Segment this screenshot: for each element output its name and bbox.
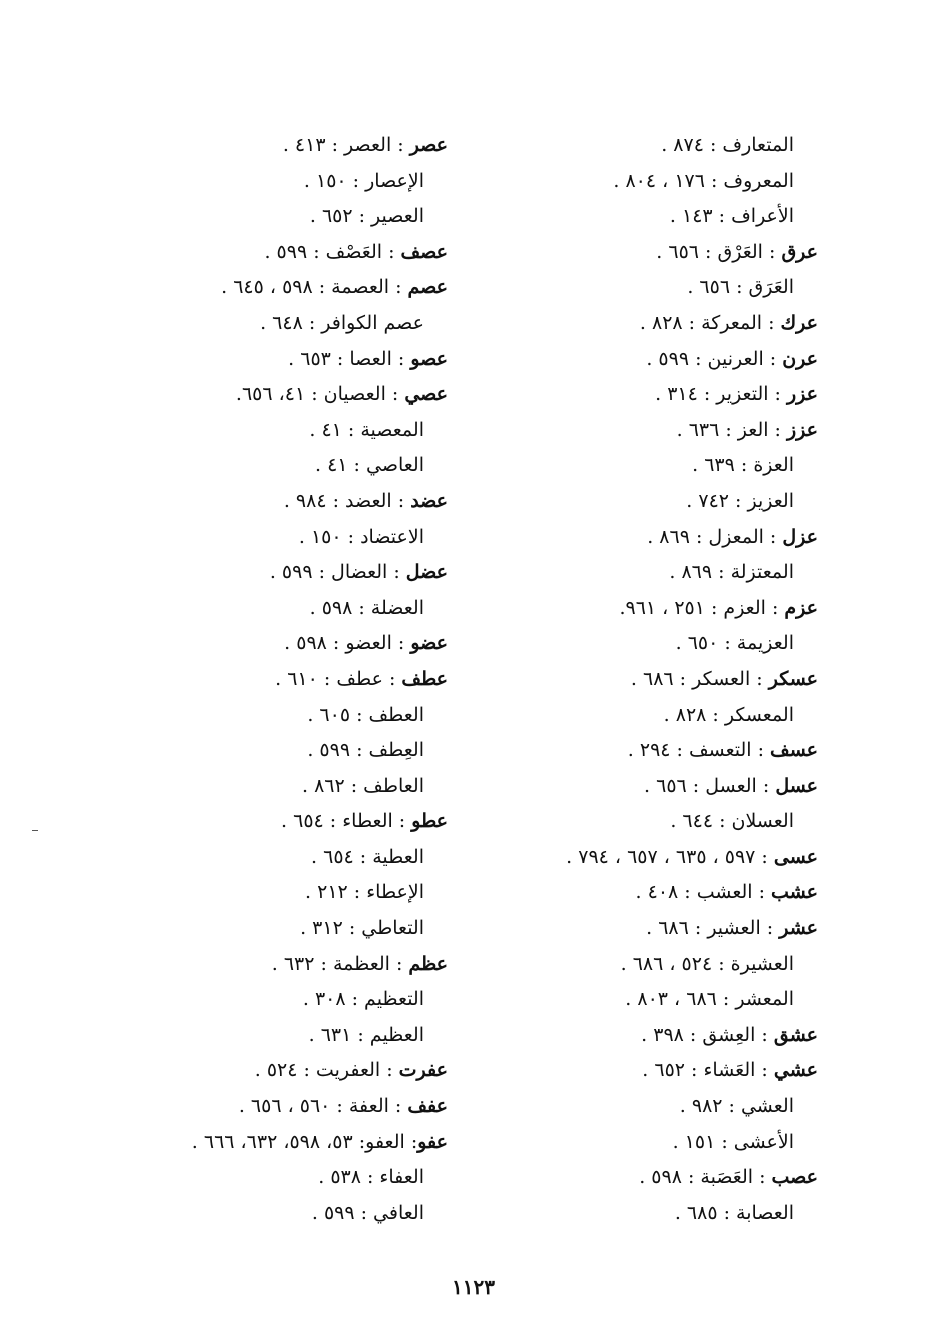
- entry-text: : العرنين : ٥٩٩ .: [646, 347, 783, 370]
- root-word: عزر: [787, 383, 818, 406]
- entry-text: الإعطاء : ٢١٢ .: [305, 881, 424, 904]
- root-word: عزم: [784, 596, 818, 619]
- index-entry: [470, 982, 818, 1018]
- index-entry: [120, 733, 448, 769]
- entry-text: العسلان : ٦٤٤ .: [670, 810, 794, 833]
- index-entry: [470, 1089, 818, 1125]
- index-entry: [120, 306, 448, 342]
- root-word: عشب: [771, 881, 818, 904]
- entry-text: العضلة : ٥٩٨ .: [309, 596, 424, 619]
- root-word: عظم: [408, 952, 448, 975]
- index-entry: [470, 342, 818, 378]
- root-word: عضد: [410, 489, 448, 512]
- entry-text: : ٥٩٧ ، ٦٣٥ ، ٦٥٧ ، ٧٩٤ .: [566, 845, 774, 868]
- index-entry: [470, 413, 818, 449]
- index-entry: [470, 520, 818, 556]
- entry-text: : المعركة : ٨٢٨ .: [639, 311, 781, 334]
- index-entry: [120, 377, 448, 413]
- index-entry: [120, 626, 448, 662]
- entry-text: المعتزلة : ٨٦٩ .: [669, 561, 794, 584]
- index-entry: [470, 947, 818, 983]
- index-column-right: [470, 128, 818, 1231]
- index-entry: [470, 128, 818, 164]
- index-entry: [120, 698, 448, 734]
- entry-text: العِطف : ٥٩٩ .: [307, 739, 424, 762]
- entry-text: : العزم : ٢٥١ ، ٩٦١.: [619, 596, 785, 619]
- entry-text: العفاء : ٥٣٨ .: [318, 1166, 424, 1189]
- index-entry: [120, 1018, 448, 1054]
- entry-text: المتعارف : ٨٧٤ .: [661, 134, 794, 156]
- entry-text: : العز : ٦٣٦ .: [676, 418, 787, 441]
- entry-text: العزيمة : ٦٥٠ .: [675, 632, 794, 655]
- root-word: عشي: [773, 1059, 818, 1082]
- entry-text: العظيم : ٦٣١ .: [308, 1023, 424, 1046]
- index-entry: [120, 982, 448, 1018]
- entry-text: العافي : ٥٩٩ .: [311, 1201, 424, 1224]
- index-entry: [470, 1053, 818, 1089]
- index-entry: [470, 199, 818, 235]
- index-entry: [120, 199, 448, 235]
- entry-text: : العشير : ٦٨٦ .: [646, 917, 780, 940]
- entry-text: العصير : ٦٥٢ .: [309, 205, 424, 228]
- entry-text: : التعسف : ٢٩٤ .: [627, 739, 771, 762]
- root-word: عضو: [410, 632, 448, 655]
- index-entry: [120, 1160, 448, 1196]
- entry-text: المعشر : ٦٨٦ ، ٨٠٣ .: [625, 988, 794, 1011]
- index-entry: [120, 1125, 448, 1161]
- root-word: عصي: [404, 383, 448, 406]
- index-entry: [470, 733, 818, 769]
- root-word: عصو: [410, 347, 448, 370]
- index-entry: [470, 804, 818, 840]
- index-entry: [470, 698, 818, 734]
- root-word: عطو: [411, 810, 448, 833]
- index-entry: [120, 235, 448, 271]
- entry-text: التعظيم : ٣٠٨ .: [302, 988, 424, 1011]
- entry-text: : المعزل : ٨٦٩ .: [647, 525, 783, 548]
- entry-text: المعسكر : ٨٢٨ .: [663, 703, 794, 726]
- index-entry: [470, 875, 818, 911]
- index-entry: [470, 1018, 818, 1054]
- index-entry: [120, 413, 448, 449]
- index-entry: [470, 270, 818, 306]
- entry-text: : العَصَبة : ٥٩٨ .: [639, 1166, 772, 1189]
- index-column-left: [120, 128, 448, 1231]
- entry-text: : العصيان : ٤١، ٦٥٦.: [235, 383, 405, 406]
- entry-text: العَرَق : ٦٥٦ .: [687, 276, 794, 299]
- index-entry: [470, 555, 818, 591]
- entry-text: : العسكر : ٦٨٦ .: [630, 667, 769, 690]
- entry-text: : عطف : ٦١٠ .: [275, 667, 402, 690]
- index-entry: [470, 1196, 818, 1232]
- root-word: عرن: [782, 347, 818, 370]
- entry-text: : العفو: ٥٣، ٥٩٨، ٦٣٢، ٦٦٦ .: [191, 1130, 418, 1153]
- index-entry: [120, 270, 448, 306]
- index-entry: [470, 626, 818, 662]
- entry-text: : العسل : ٦٥٦ .: [644, 774, 776, 797]
- entry-text: التعاطي : ٣١٢ .: [300, 917, 424, 940]
- index-entry: [120, 1089, 448, 1125]
- entry-text: العشيرة : ٥٢٤ ، ٦٨٦ .: [620, 952, 794, 975]
- entry-text: العصابة : ٦٨٥ .: [674, 1201, 794, 1224]
- entry-text: : العشب : ٤٠٨ .: [635, 881, 772, 904]
- entry-text: العزيز : ٧٤٢ .: [686, 489, 794, 512]
- root-word: عصب: [771, 1166, 818, 1189]
- entry-text: العشي : ٩٨٢ .: [679, 1095, 794, 1118]
- index-entry: [120, 911, 448, 947]
- root-word: عرك: [780, 311, 818, 334]
- entry-text: : العصمة : ٥٩٨ ، ٦٤٥ .: [221, 276, 408, 299]
- index-entry: [120, 769, 448, 805]
- entry-text: : العِشق : ٣٩٨ .: [641, 1023, 774, 1046]
- index-entry: [120, 662, 448, 698]
- entry-text: : التعزير : ٣١٤ .: [655, 383, 787, 406]
- entry-text: المعصية : ٤١ .: [309, 418, 424, 441]
- root-word: عزز: [787, 418, 818, 441]
- entry-text: الأعراف : ١٤٣ .: [669, 205, 794, 228]
- entry-text: : العفة : ٥٦٠ ، ٦٥٦ .: [238, 1095, 408, 1118]
- root-word: عصر: [409, 134, 448, 156]
- root-word: عشق: [773, 1023, 818, 1046]
- entry-text: عصم الكوافر : ٦٤٨ .: [260, 311, 424, 334]
- index-entry: [120, 591, 448, 627]
- root-word: عسف: [770, 739, 818, 762]
- root-word: عسل: [775, 774, 818, 797]
- root-word: عفو: [417, 1130, 448, 1153]
- index-entry: [120, 840, 448, 876]
- index-entry: [470, 448, 818, 484]
- root-word: عضل: [405, 561, 448, 584]
- index-entry: [120, 1053, 448, 1089]
- index-entry: [120, 1196, 448, 1232]
- root-word: عرق: [781, 240, 818, 263]
- entry-text: : العفريت : ٥٢٤ .: [254, 1059, 399, 1082]
- entry-text: المعروف : ١٧٦ ، ٨٠٤ .: [613, 169, 794, 192]
- entry-text: : العصر : ٤١٣ .: [282, 134, 410, 156]
- index-entry: [470, 662, 818, 698]
- index-entry: [120, 520, 448, 556]
- entry-text: : العَصْف : ٥٩٩ .: [264, 240, 401, 263]
- root-word: عطف: [401, 667, 448, 690]
- root-word: عفف: [407, 1095, 448, 1118]
- index-entry: [120, 448, 448, 484]
- index-entry: [470, 840, 818, 876]
- index-entry: [120, 804, 448, 840]
- entry-text: العاصي : ٤١ .: [315, 454, 424, 477]
- entry-text: : العَرْق : ٦٥٦ .: [656, 240, 782, 263]
- index-entry: [470, 377, 818, 413]
- index-entry: [470, 769, 818, 805]
- root-word: عسكر: [768, 667, 818, 690]
- entry-text: : العضد : ٩٨٤ .: [283, 489, 411, 512]
- entry-text: : العصا : ٦٥٣ .: [288, 347, 411, 370]
- index-entry: [470, 164, 818, 200]
- index-entry: [470, 911, 818, 947]
- index-entry: [120, 555, 448, 591]
- entry-text: العطف : ٦٠٥ .: [307, 703, 424, 726]
- entry-text: الإعصار : ١٥٠ .: [303, 169, 424, 192]
- root-word: عشر: [779, 917, 818, 940]
- index-entry: [120, 875, 448, 911]
- index-entry: [120, 484, 448, 520]
- entry-text: : العضو : ٥٩٨ .: [284, 632, 411, 655]
- root-word: عزل: [782, 525, 818, 548]
- index-entry: [470, 1160, 818, 1196]
- index-entry: [470, 1125, 818, 1161]
- index-entry: [470, 306, 818, 342]
- margin-mark: [32, 830, 38, 831]
- index-entry: [470, 235, 818, 271]
- root-word: عصم: [407, 276, 448, 299]
- entry-text: : العطاء : ٦٥٤ .: [281, 810, 412, 833]
- root-word: عسى: [773, 845, 818, 868]
- index-entry: [120, 342, 448, 378]
- index-entry: [470, 591, 818, 627]
- page-number: ١١٢٣: [452, 1275, 495, 1299]
- index-entry: [120, 947, 448, 983]
- entry-text: العطية : ٦٥٤ .: [311, 845, 424, 868]
- index-entry: [470, 484, 818, 520]
- entry-text: الأعشى : ١٥١ .: [672, 1130, 794, 1153]
- entry-text: العزة : ٦٣٩ .: [692, 454, 794, 477]
- entry-text: : العضال : ٥٩٩ .: [269, 561, 406, 584]
- root-word: عفرت: [398, 1059, 448, 1082]
- entry-text: : العَشاء : ٦٥٢ .: [642, 1059, 774, 1082]
- entry-text: الاعتضاد : ١٥٠ .: [298, 525, 424, 548]
- entry-text: : العظمة : ٦٣٢ .: [271, 952, 409, 975]
- entry-text: العاطف : ٨٦٢ .: [301, 774, 424, 797]
- root-word: عصف: [400, 240, 448, 263]
- index-entry: [120, 128, 448, 164]
- index-entry: [120, 164, 448, 200]
